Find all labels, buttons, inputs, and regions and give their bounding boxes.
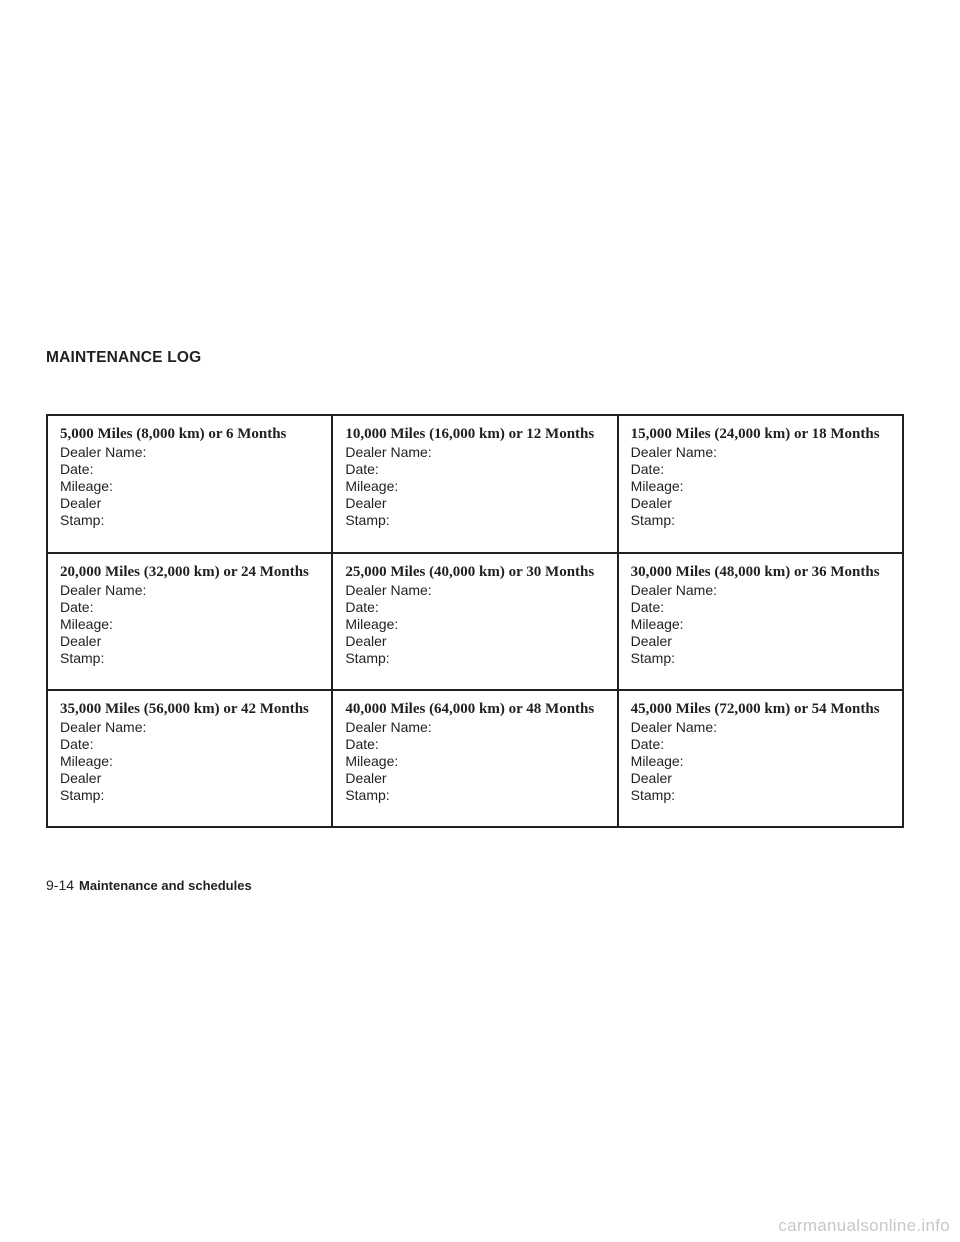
log-cell-20000 bbox=[47, 553, 332, 690]
dealer-label: Dealer bbox=[60, 770, 102, 786]
dealer-name-label: Dealer Name: bbox=[345, 444, 432, 460]
mileage-label: Mileage: bbox=[630, 616, 684, 632]
stamp-label: Stamp: bbox=[60, 650, 105, 666]
log-cell-5000 bbox=[47, 415, 332, 553]
stamp-label: Stamp: bbox=[60, 512, 105, 528]
log-cell-25000 bbox=[332, 553, 617, 690]
interval-title: 15,000 Miles (24,000 km) or 18 Months bbox=[630, 426, 880, 442]
date-label: Date: bbox=[345, 461, 379, 477]
mileage-label: Mileage: bbox=[60, 478, 113, 494]
date-label: Date: bbox=[630, 599, 665, 615]
dealer-name-label: Dealer Name: bbox=[630, 444, 718, 460]
mileage-label: Mileage: bbox=[630, 478, 684, 494]
dealer-label: Dealer bbox=[60, 633, 102, 649]
page-footer bbox=[46, 877, 252, 895]
interval-title: 30,000 Miles (48,000 km) or 36 Months bbox=[630, 564, 880, 580]
dealer-name-label: Dealer Name: bbox=[60, 719, 147, 735]
log-row bbox=[47, 415, 903, 553]
interval-title: 35,000 Miles (56,000 km) or 42 Months bbox=[60, 701, 309, 717]
date-label: Date: bbox=[345, 599, 379, 615]
stamp-label: Stamp: bbox=[345, 650, 390, 666]
mileage-label: Mileage: bbox=[345, 616, 399, 632]
chapter-title: Maintenance and schedules bbox=[79, 878, 252, 893]
section-title: MAINTENANCE LOG bbox=[46, 349, 202, 366]
dealer-name-label: Dealer Name: bbox=[630, 582, 718, 598]
interval-title: 25,000 Miles (40,000 km) or 30 Months bbox=[345, 564, 595, 580]
mileage-label: Mileage: bbox=[345, 753, 399, 769]
mileage-label: Mileage: bbox=[60, 616, 113, 632]
log-cell-10000 bbox=[332, 415, 617, 553]
dealer-name-label: Dealer Name: bbox=[345, 582, 432, 598]
log-cell-30000 bbox=[618, 553, 903, 690]
dealer-label: Dealer bbox=[345, 633, 387, 649]
page-number: 9-14 bbox=[46, 877, 75, 893]
mileage-label: Mileage: bbox=[60, 753, 113, 769]
log-cell-15000 bbox=[618, 415, 903, 553]
dealer-label: Dealer bbox=[630, 495, 672, 511]
date-label: Date: bbox=[630, 736, 665, 752]
stamp-label: Stamp: bbox=[630, 787, 676, 803]
dealer-label: Dealer bbox=[60, 495, 102, 511]
interval-title: 10,000 Miles (16,000 km) or 12 Months bbox=[345, 426, 595, 442]
log-row bbox=[47, 553, 903, 690]
date-label: Date: bbox=[60, 461, 94, 477]
dealer-label: Dealer bbox=[630, 633, 672, 649]
stamp-label: Stamp: bbox=[345, 512, 390, 528]
log-cell-40000 bbox=[332, 690, 617, 827]
interval-title: 20,000 Miles (32,000 km) or 24 Months bbox=[60, 564, 309, 580]
watermark: carmanualsonline.info bbox=[778, 1216, 950, 1235]
interval-title: 5,000 Miles (8,000 km) or 6 Months bbox=[60, 426, 287, 442]
date-label: Date: bbox=[60, 599, 94, 615]
interval-title: 45,000 Miles (72,000 km) or 54 Months bbox=[630, 701, 880, 717]
interval-title: 40,000 Miles (64,000 km) or 48 Months bbox=[345, 701, 595, 717]
dealer-label: Dealer bbox=[345, 770, 387, 786]
mileage-label: Mileage: bbox=[345, 478, 399, 494]
stamp-label: Stamp: bbox=[630, 512, 676, 528]
date-label: Date: bbox=[630, 461, 665, 477]
stamp-label: Stamp: bbox=[345, 787, 390, 803]
log-row bbox=[47, 690, 903, 827]
stamp-label: Stamp: bbox=[60, 787, 105, 803]
dealer-name-label: Dealer Name: bbox=[60, 582, 147, 598]
log-cell-45000 bbox=[618, 690, 903, 827]
stamp-label: Stamp: bbox=[630, 650, 676, 666]
date-label: Date: bbox=[345, 736, 379, 752]
mileage-label: Mileage: bbox=[630, 753, 684, 769]
dealer-name-label: Dealer Name: bbox=[345, 719, 432, 735]
dealer-name-label: Dealer Name: bbox=[60, 444, 147, 460]
dealer-label: Dealer bbox=[630, 770, 672, 786]
log-cell-35000 bbox=[47, 690, 332, 827]
maintenance-log-table bbox=[46, 414, 904, 828]
dealer-label: Dealer bbox=[345, 495, 387, 511]
date-label: Date: bbox=[60, 736, 94, 752]
dealer-name-label: Dealer Name: bbox=[630, 719, 718, 735]
